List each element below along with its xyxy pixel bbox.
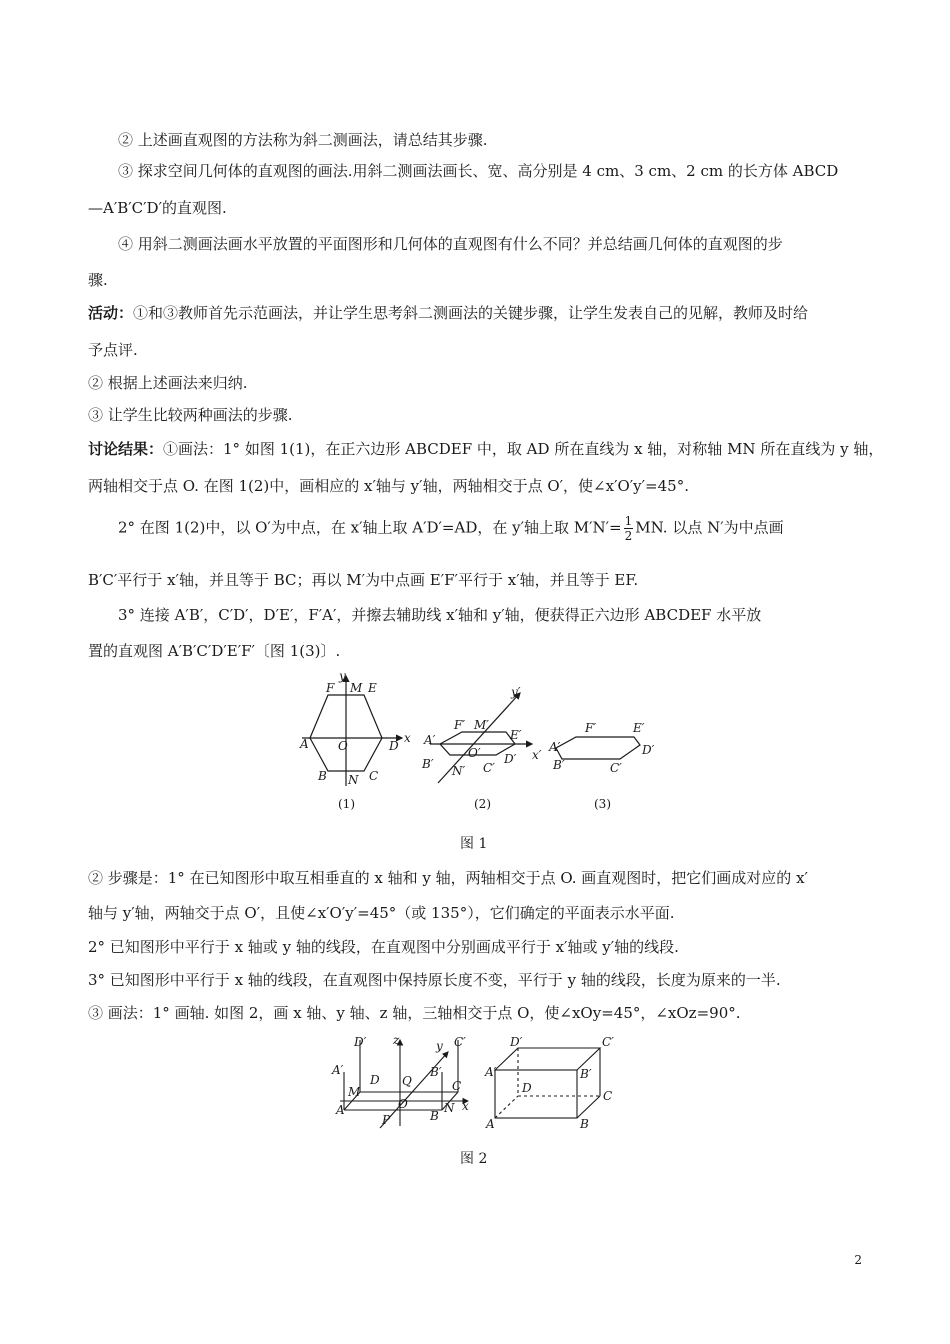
figure-1	[290, 668, 670, 818]
text-line-6	[88, 303, 808, 323]
text-line-1: ② 上述画直观图的方法称为斜二测画法，请总结其步骤.	[118, 131, 488, 149]
subfigure-label-1: (1)	[338, 797, 355, 811]
text-line-19: 3° 已知图形中平行于 x 轴的线段，在直观图中保持原长度不变，平行于 y 轴的线段，长度为原来的一半.	[88, 971, 781, 989]
final-hexagon-figure	[556, 737, 640, 759]
label-D-prime-cuboid: D′	[510, 1035, 523, 1049]
figure-2	[330, 1030, 630, 1135]
activity-text: ①和③教师首先示范画法，并让学生思考斜二测画法的关键步骤，让学生发表自己的见解，教师及时给	[133, 304, 809, 322]
label-B: B	[430, 1109, 439, 1123]
text-line-3: —A′B′C′D′的直观图.	[88, 199, 227, 217]
label-C-prime-cuboid: C′	[602, 1035, 614, 1049]
line12-part-b: MN. 以点 N′为中点画	[635, 518, 784, 537]
fraction-denominator: 2	[624, 529, 633, 543]
label-M: M	[350, 681, 363, 695]
text-line-8: ② 根据上述画法来归纳.	[88, 374, 248, 392]
label-y: y	[339, 669, 346, 683]
page-number: 2	[854, 1253, 862, 1267]
label-O: O	[398, 1097, 408, 1111]
text-line-12	[118, 514, 784, 543]
label-E: E	[368, 681, 377, 695]
label-M-prime: M′	[474, 718, 490, 732]
subfigure-label-2: (2)	[474, 797, 491, 811]
label-E-prime-3: E′	[633, 721, 645, 735]
text-line-18: 2° 已知图形中平行于 x 轴或 y 轴的线段，在直观图中分别画成平行于 x′轴或 y′轴的线段.	[88, 938, 679, 956]
label-B-prime: B′	[430, 1065, 442, 1079]
label-O-prime: O′	[468, 746, 481, 760]
cuboid-figure	[495, 1048, 600, 1118]
label-x: x	[462, 1099, 469, 1113]
label-D-prime-3: D′	[642, 743, 655, 757]
label-C: C	[369, 769, 379, 783]
label-F-prime: F′	[454, 718, 466, 732]
text-line-7: 予点评.	[88, 341, 138, 359]
label-y-prime: y′	[511, 685, 521, 699]
label-N: N	[444, 1101, 455, 1115]
label-y: y	[436, 1039, 443, 1053]
fraction-one-half	[624, 514, 634, 543]
label-O: O	[338, 739, 348, 753]
fraction-numerator: 1	[624, 514, 633, 528]
label-A-prime-3: A′	[549, 740, 561, 754]
text-line-20: ③ 画法：1° 画轴. 如图 2，画 x 轴、y 轴、z 轴，三轴相交于点 O，使∠xOy=45°，∠xOz=90°.	[88, 1004, 741, 1022]
label-A: A	[336, 1103, 345, 1117]
label-B-cuboid: B	[580, 1117, 589, 1131]
label-B-prime: B′	[422, 757, 434, 771]
text-line-14: 3° 连接 A′B′，C′D′，D′E′，F′A′，并擦去辅助线 x′轴和 y′轴，便获得正六边形 ABCDEF 水平放	[118, 606, 762, 624]
label-A-prime-cuboid: A′	[485, 1065, 497, 1079]
line12-part-a: 2° 在图 1(2)中，以 O′为中点，在 x′轴上取 A′D′=AD，在 y′轴上取 M′N′=	[118, 518, 622, 537]
text-line-13: B′C′平行于 x′轴，并且等于 BC；再以 M′为中点画 E′F′平行于 x′轴，并且等于 EF.	[88, 571, 639, 589]
label-x-prime: x′	[532, 748, 542, 762]
label-C: C	[452, 1079, 462, 1093]
subfigure-label-3: (3)	[594, 797, 611, 811]
label-F: F	[326, 681, 335, 695]
label-D: D	[389, 739, 399, 753]
label-C-cuboid: C	[603, 1089, 613, 1103]
activity-label: 活动：	[88, 304, 134, 322]
label-Q: Q	[402, 1074, 412, 1088]
label-D-prime: D′	[504, 752, 517, 766]
text-line-5: 骤.	[88, 271, 108, 289]
text-line-10	[88, 439, 883, 459]
label-C-prime: C′	[454, 1035, 466, 1049]
text-line-9: ③ 让学生比较两种画法的步骤.	[88, 406, 293, 424]
label-z: z	[393, 1033, 400, 1047]
label-E-prime: E′	[510, 728, 522, 742]
label-D-prime: D′	[354, 1035, 367, 1049]
text-line-11: 两轴相交于点 O. 在图 1(2)中，画相应的 x′轴与 y′轴，两轴相交于点 O′，使∠x′O′y′=45°.	[88, 477, 689, 495]
label-B-prime-3: B′	[553, 758, 565, 772]
label-M: M	[348, 1085, 361, 1099]
label-A-prime: A′	[332, 1063, 344, 1077]
label-P: P	[382, 1113, 391, 1127]
label-x: x	[404, 731, 411, 745]
label-C-prime: C′	[483, 761, 495, 775]
text-line-15: 置的直观图 A′B′C′D′E′F′〔图 1(3)〕.	[88, 642, 341, 660]
label-C-prime-3: C′	[610, 761, 622, 775]
discussion-text: ①画法：1° 如图 1(1)，在正六边形 ABCDEF 中，取 AD 所在直线为 x 轴，对称轴 MN 所在直线为 y 轴，	[163, 440, 884, 458]
discussion-label: 讨论结果：	[88, 440, 164, 458]
text-line-2: ③ 探求空间几何体的直观图的画法.用斜二测画法画长、宽、高分别是 4 cm、3 cm、2 cm 的长方体 ABCD	[118, 162, 839, 180]
label-B-prime-cuboid: B′	[580, 1067, 592, 1081]
label-D: D	[370, 1073, 380, 1087]
label-B: B	[318, 769, 327, 783]
text-line-4: ④ 用斜二测画法画水平放置的平面图形和几何体的直观图有什么不同？并总结画几何体的直观图的步	[118, 235, 783, 253]
label-F-prime-3: F′	[585, 721, 597, 735]
text-line-17: 轴与 y′轴，两轴交于点 O′，且使∠x′O′y′=45°（或 135°），它们确定的平面表示水平面.	[88, 904, 675, 922]
text-line-16: ② 步骤是：1° 在已知图形中取互相垂直的 x 轴和 y 轴，两轴相交于点 O. 画直观图时，把它们画成对应的 x′	[88, 869, 808, 887]
figure-1-caption: 图 1	[460, 836, 488, 852]
label-N: N	[348, 773, 359, 787]
label-A-cuboid: A	[486, 1117, 495, 1131]
label-A-prime: A′	[424, 733, 436, 747]
label-N-prime: N′	[452, 764, 466, 778]
label-A: A	[300, 737, 309, 751]
label-D-cuboid: D	[522, 1081, 532, 1095]
figure-2-caption: 图 2	[460, 1151, 488, 1167]
